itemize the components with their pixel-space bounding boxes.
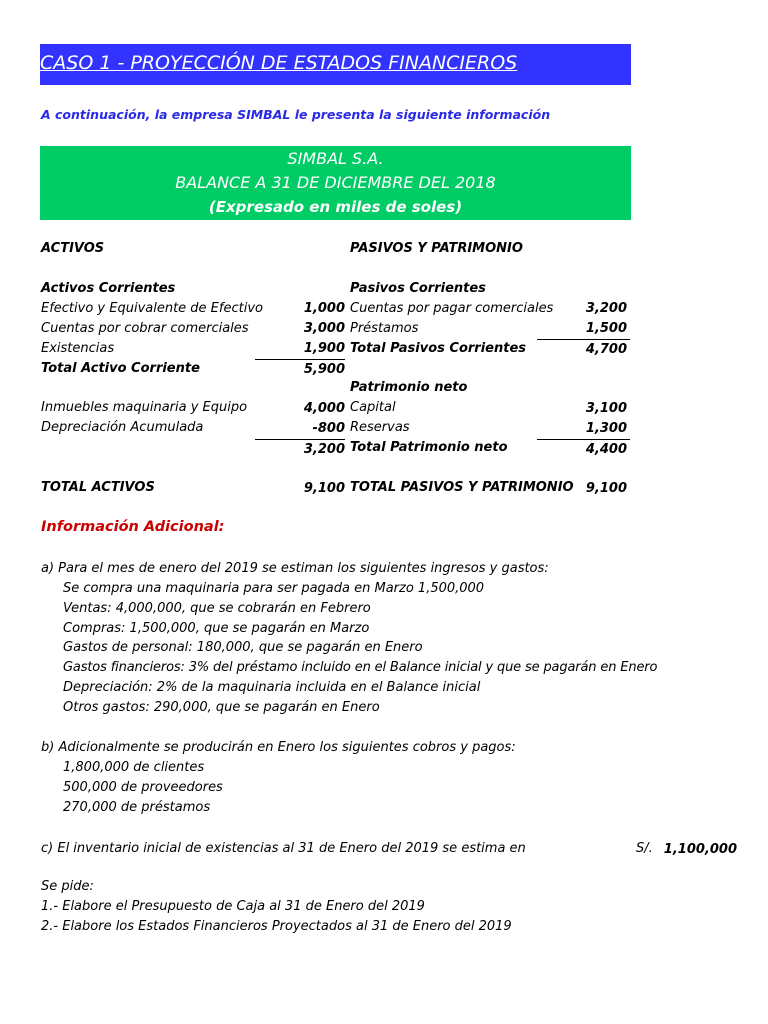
company-name: SIMBAL S.A.	[287, 149, 384, 168]
asset-row-value: 3,000	[303, 321, 345, 336]
page-title: CASO 1 - PROYECCIÓN DE ESTADOS FINANCIEROS	[40, 52, 518, 74]
ask-heading: Se pide:	[41, 879, 94, 894]
total-current-liabilities-label: Total Pasivos Corrientes	[350, 341, 527, 356]
currency-symbol: S/.	[636, 841, 653, 856]
list-item: 1.- Elabore el Presupuesto de Caja al 31 de Enero del 2019	[41, 899, 425, 914]
list-item: Depreciación: 2% de la maquinaria incluida en el Balance inicial	[63, 680, 481, 695]
list-item: Gastos financieros: 3% del préstamo incluido en el Balance inicial y que se pagarán en Enero	[63, 660, 658, 675]
assets-heading: ACTIVOS	[41, 241, 105, 256]
net-fixed-assets-value: 3,200	[303, 442, 345, 457]
subtotal-rule	[537, 339, 630, 340]
equity-row-label: Capital	[350, 400, 396, 415]
asset-row-value: 1,900	[303, 341, 345, 356]
list-item: Ventas: 4,000,000, que se cobrarán en Febrero	[63, 601, 371, 616]
total-equity-label: Total Patrimonio neto	[350, 440, 508, 455]
list-item: Compras: 1,500,000, que se pagarán en Marzo	[63, 621, 370, 636]
current-liabilities-heading: Pasivos Corrientes	[350, 281, 486, 296]
equity-row-value: 1,300	[585, 421, 627, 436]
ppe-label: Inmuebles maquinaria y Equipo	[41, 400, 248, 415]
total-assets-label: TOTAL ACTIVOS	[41, 480, 155, 495]
depreciation-value: -800	[312, 421, 345, 436]
liabilities-heading: PASIVOS Y PATRIMONIO	[350, 241, 523, 256]
list-item: 500,000 de proveedores	[63, 780, 223, 795]
section-b-intro: b) Adicionalmente se producirán en Enero los siguientes cobros y pagos:	[41, 740, 516, 755]
asset-row-label: Existencias	[41, 341, 115, 356]
total-current-assets-value: 5,900	[303, 362, 345, 377]
liability-row-label: Cuentas por pagar comerciales	[350, 301, 554, 316]
balance-subtitle: (Expresado en miles de soles)	[208, 198, 463, 216]
depreciation-label: Depreciación Acumulada	[41, 420, 204, 435]
balance-title: BALANCE A 31 DE DICIEMBRE DEL 2018	[175, 173, 496, 192]
list-item: 1,800,000 de clientes	[63, 760, 205, 775]
liability-row-value: 3,200	[585, 301, 627, 316]
equity-row-value: 3,100	[585, 401, 627, 416]
asset-row-value: 1,000	[303, 301, 345, 316]
list-item: 270,000 de préstamos	[63, 800, 211, 815]
list-item: Otros gastos: 290,000, que se pagarán en Enero	[63, 700, 380, 715]
section-c-text: c) El inventario inicial de existencias al 31 de Enero del 2019 se estima en	[41, 841, 526, 856]
subtotal-rule	[255, 359, 345, 360]
additional-info-heading: Información Adicional:	[41, 519, 225, 535]
total-current-assets-label: Total Activo Corriente	[41, 361, 200, 376]
total-equity-value: 4,400	[585, 442, 627, 457]
equity-heading: Patrimonio neto	[350, 380, 468, 395]
asset-row-label: Efectivo y Equivalente de Efectivo	[41, 301, 263, 316]
subtotal-rule	[255, 439, 345, 440]
total-liabilities-equity-value: 9,100	[585, 481, 627, 496]
list-item: Se compra una maquinaria para ser pagada en Marzo 1,500,000	[63, 581, 485, 596]
total-assets-value: 9,100	[303, 481, 345, 496]
total-liabilities-equity-label: TOTAL PASIVOS Y PATRIMONIO	[350, 480, 574, 495]
liability-row-value: 1,500	[585, 321, 627, 336]
ppe-value: 4,000	[303, 401, 345, 416]
list-item: 2.- Elabore los Estados Financieros Proyectados al 31 de Enero del 2019	[41, 919, 512, 934]
current-assets-heading: Activos Corrientes	[41, 281, 176, 296]
total-current-liabilities-value: 4,700	[585, 342, 627, 357]
subtotal-rule	[537, 439, 630, 440]
asset-row-label: Cuentas por cobrar comerciales	[41, 321, 249, 336]
liability-row-label: Préstamos	[350, 321, 419, 336]
inventory-value: 1,100,000	[663, 842, 737, 857]
section-a-intro: a) Para el mes de enero del 2019 se estiman los siguientes ingresos y gastos:	[41, 561, 549, 576]
intro-text: A continuación, la empresa SIMBAL le presenta la siguiente información	[41, 107, 551, 122]
list-item: Gastos de personal: 180,000, que se pagarán en Enero	[63, 640, 423, 655]
equity-row-label: Reservas	[350, 420, 410, 435]
